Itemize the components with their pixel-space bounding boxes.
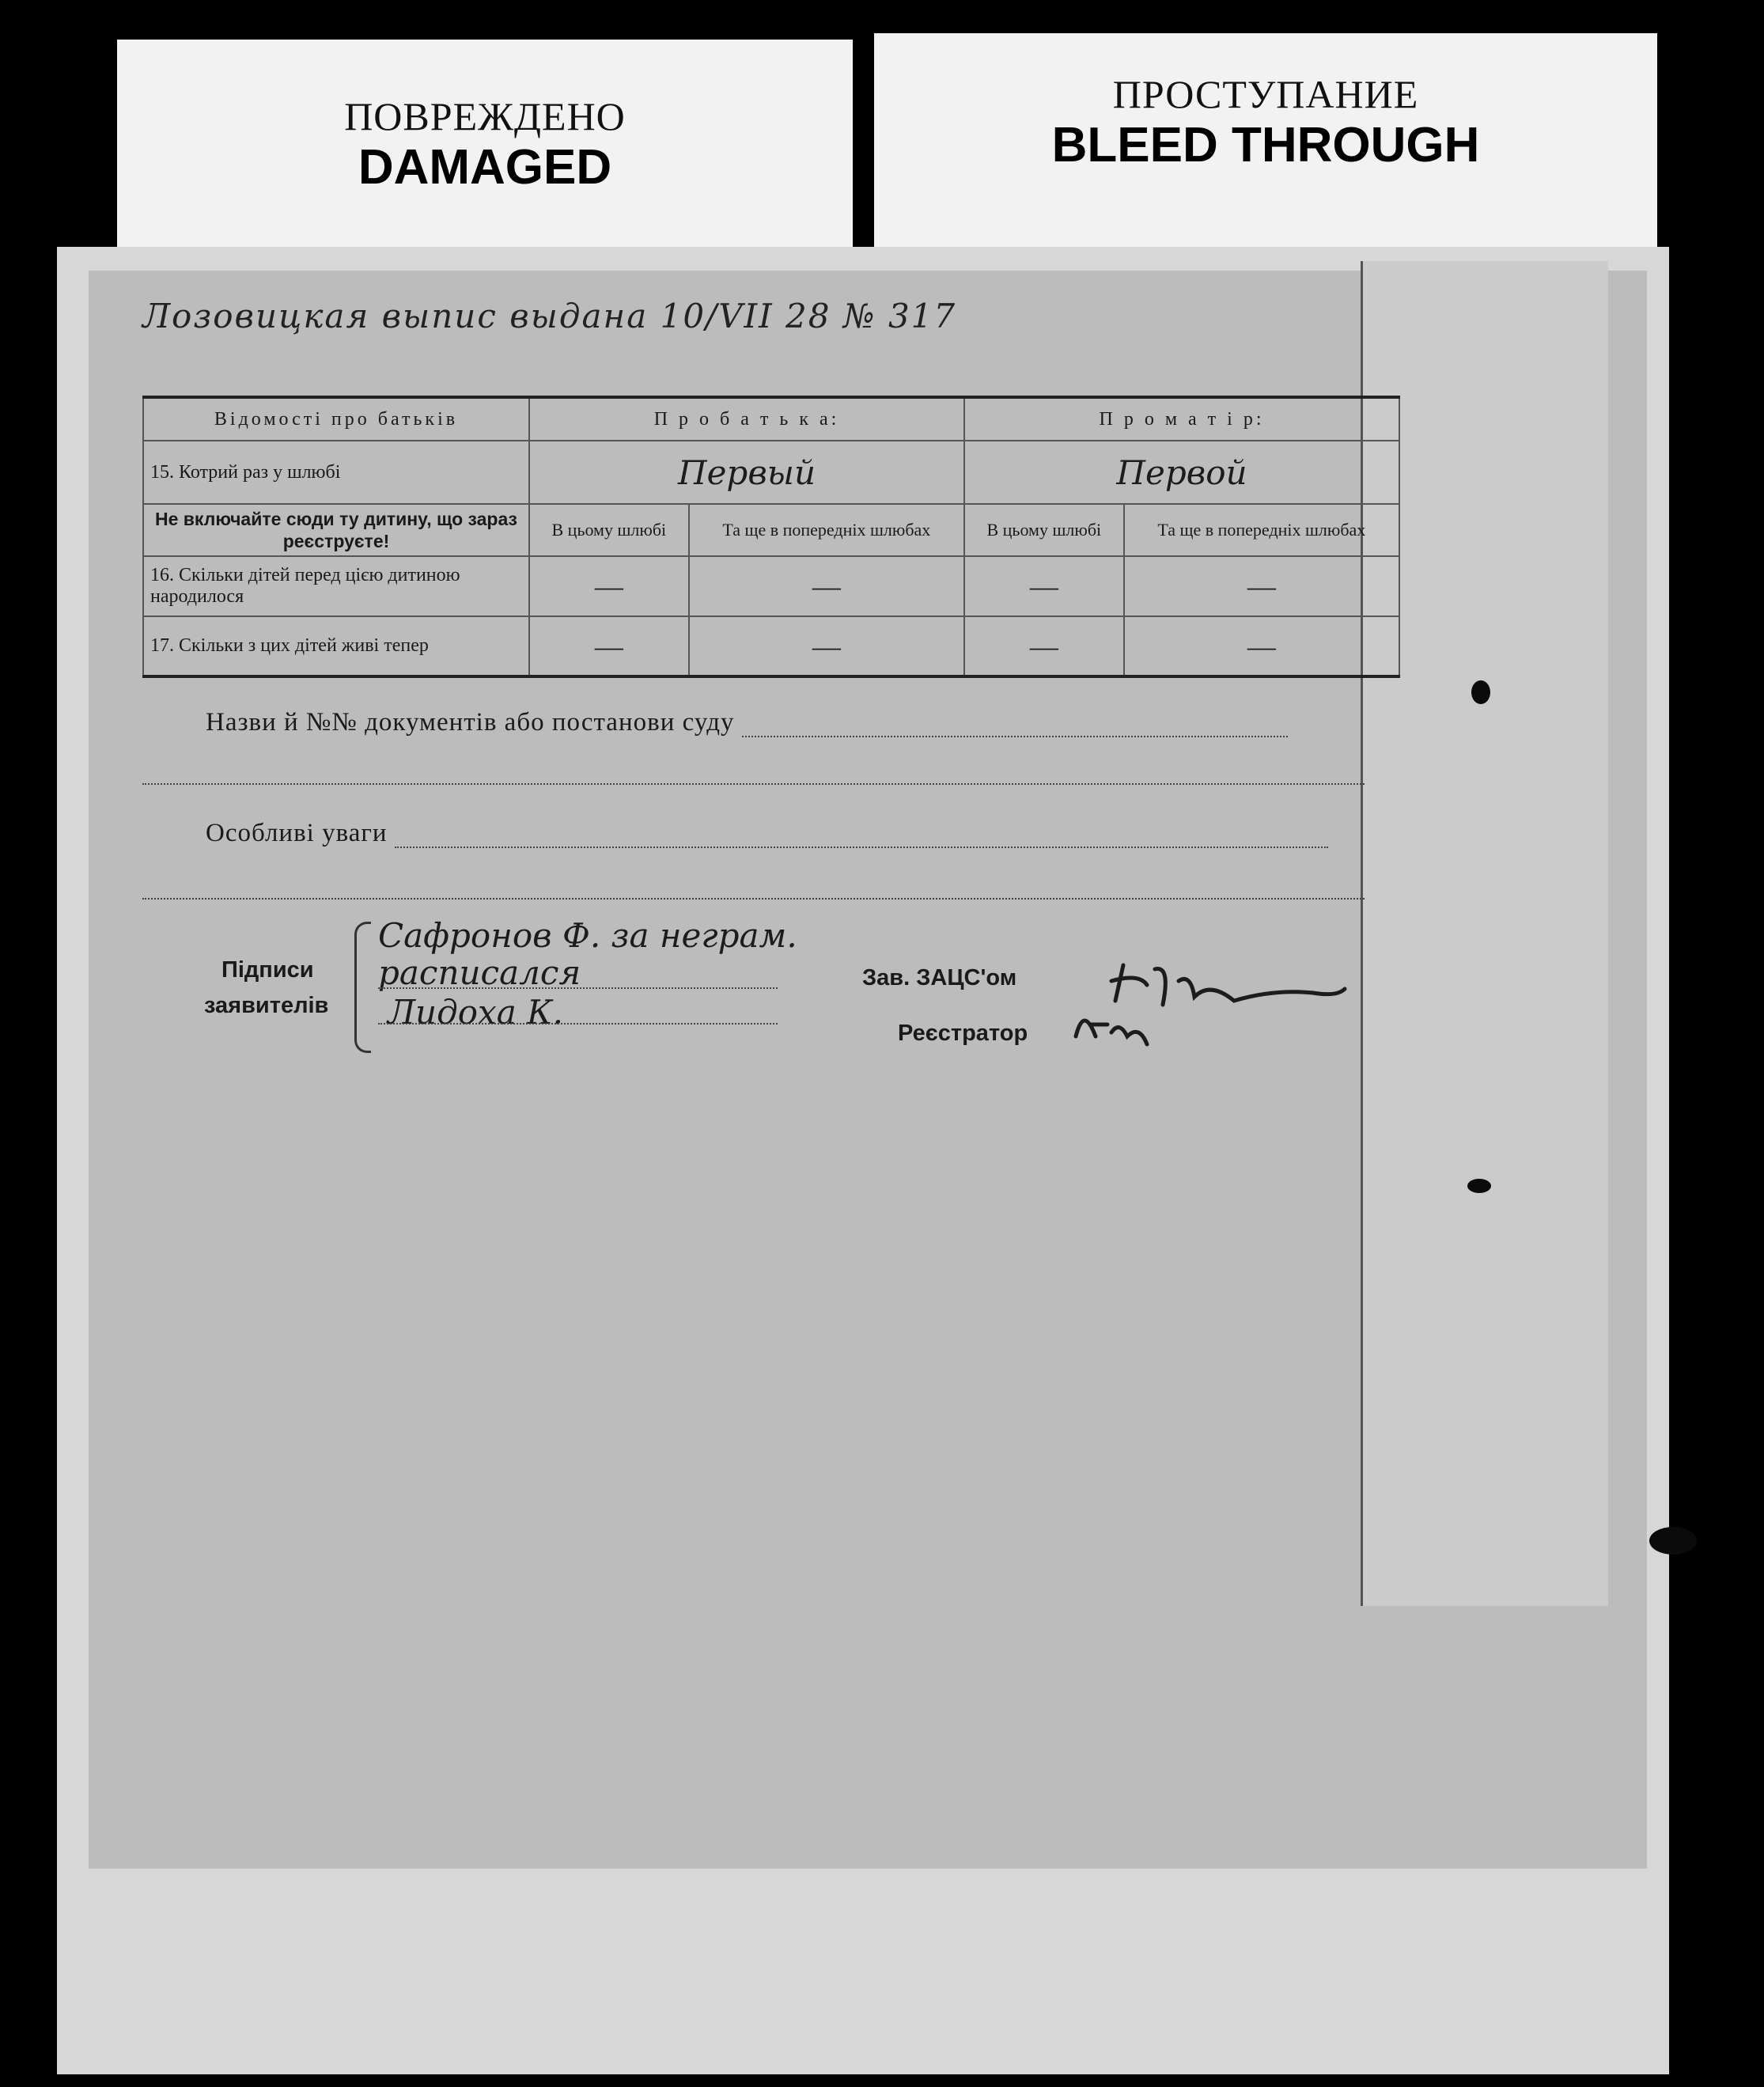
row-17-question: 17. Скільки з цих дітей живі тепер	[143, 616, 529, 676]
remarks-field-label: Особливі уваги	[206, 819, 388, 847]
handwritten-header-note: Лозовицкая выпис выдана 10/VII 28 № 317	[142, 297, 957, 335]
official-signatures	[1052, 934, 1361, 1068]
col-father-this-marriage: В цьому шлюбі	[529, 504, 689, 556]
damaged-label-en: DAMAGED	[358, 140, 612, 195]
exclusion-note: Не включайте сюди ту дитину, що зараз реєструєте!	[143, 504, 529, 556]
remarks-field	[206, 819, 1328, 848]
damaged-label-card	[117, 40, 853, 277]
col-father-previous: Та ще в попередніх шлюбах	[689, 504, 964, 556]
remarks-field-dots	[395, 847, 1328, 848]
damage-hole	[1471, 680, 1490, 704]
col-mother-this-marriage: В цьому шлюбі	[964, 504, 1124, 556]
documents-field	[206, 708, 1288, 737]
signature-line	[378, 1023, 778, 1025]
row-16-value: —	[964, 556, 1124, 616]
signatures-label: Підписи	[221, 957, 314, 983]
table-header-info: Відомості про батьків	[143, 397, 529, 441]
damaged-label-ru: ПОВРЕЖДЕНО	[344, 94, 626, 138]
bleed-label-en: BLEED THROUGH	[1051, 118, 1480, 172]
documents-continuation-line	[142, 783, 1365, 785]
applicants-label: заявителів	[204, 993, 329, 1018]
row-16-value: —	[1124, 556, 1399, 616]
applicant-signature-3: Лидоха К.	[388, 993, 563, 1032]
damage-hole	[1467, 1179, 1491, 1193]
head-of-registry-label: Зав. ЗАЦС'ом	[862, 965, 1017, 990]
row-16-value: —	[529, 556, 689, 616]
row-17-value: —	[529, 616, 689, 676]
table-header-father: П р о б а т ь к а:	[529, 397, 964, 441]
row-17-value: —	[1124, 616, 1399, 676]
damage-hole	[1649, 1527, 1697, 1555]
applicant-signature-1: Сафронов Ф. за неграм.	[378, 916, 797, 955]
row-15-question: 15. Котрий раз у шлюбі	[143, 441, 529, 504]
registrar-label: Реєстратор	[898, 1021, 1028, 1046]
col-mother-previous: Та ще в попередніх шлюбах	[1124, 504, 1399, 556]
row-15-father: Первый	[529, 441, 964, 504]
row-15-mother: Первой	[964, 441, 1399, 504]
row-16-question: 16. Скільки дітей перед цією дитиною народилося	[143, 556, 529, 616]
documents-field-dots	[742, 736, 1288, 737]
signatures-brace	[354, 922, 371, 1053]
row-17-value: —	[964, 616, 1124, 676]
table-header-mother: П р о м а т і р:	[964, 397, 1399, 441]
remarks-continuation-line	[142, 898, 1365, 900]
row-17-value: —	[689, 616, 964, 676]
bleed-label-ru: ПРОСТУПАНИЕ	[1112, 72, 1419, 116]
applicant-signature-2: расписался	[378, 953, 581, 992]
documents-field-label: Назви й №№ документів або постанови суду	[206, 708, 735, 737]
signature-line	[378, 987, 778, 989]
parents-info-table	[142, 396, 1400, 678]
row-16-value: —	[689, 556, 964, 616]
bleed-through-label-card	[874, 33, 1657, 247]
